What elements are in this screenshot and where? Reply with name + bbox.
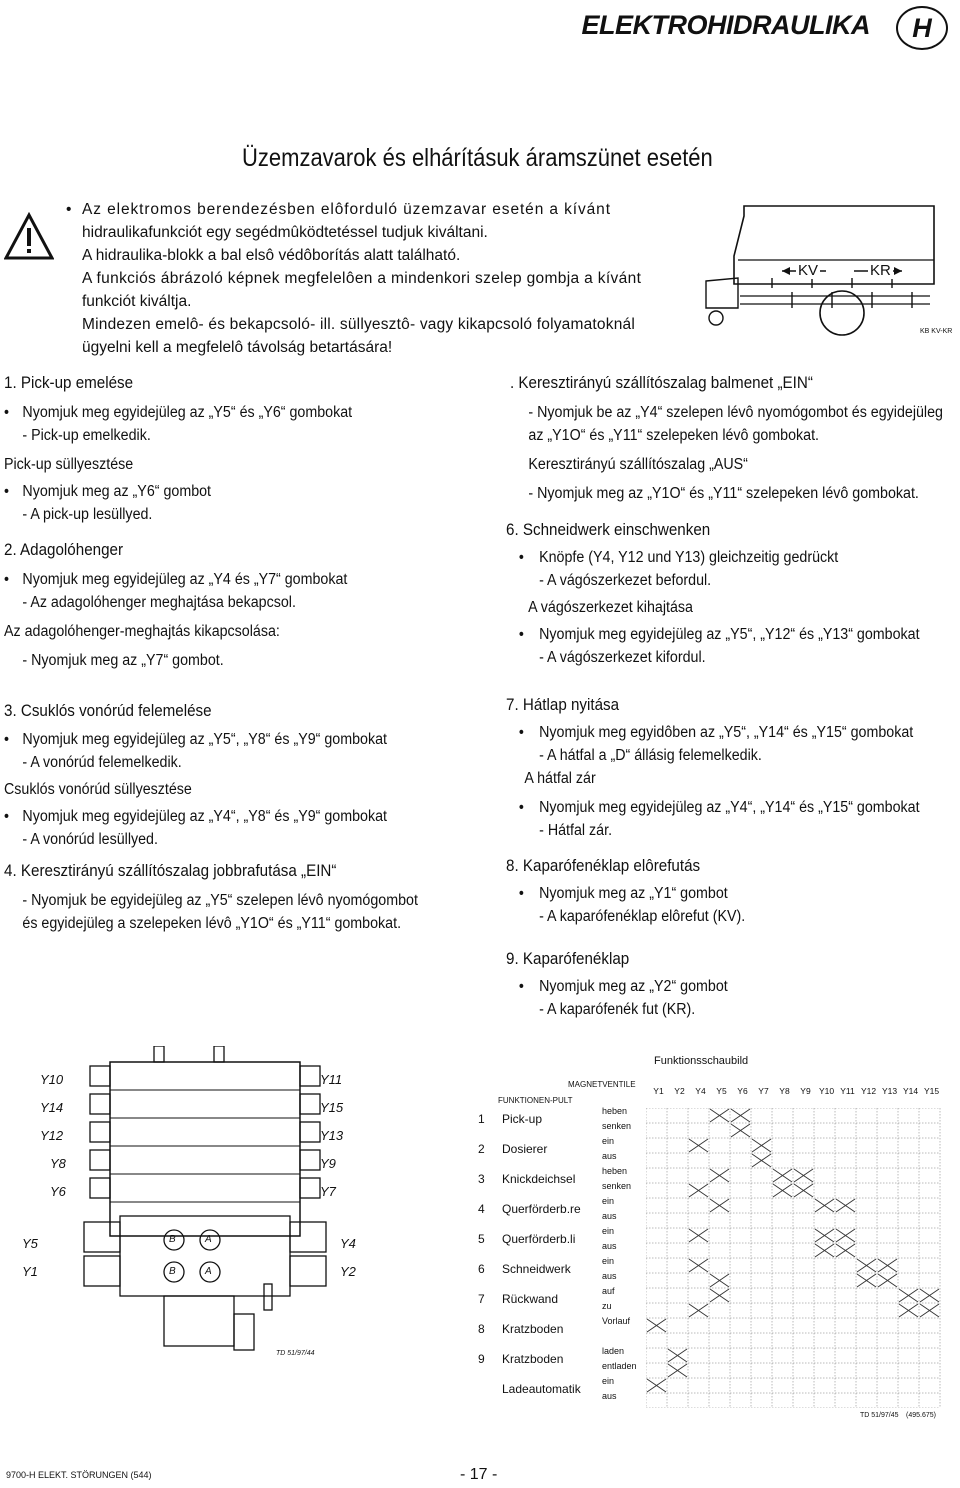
valve-column-header: Y13: [881, 1086, 898, 1096]
instruction: - Pick-up emelkedik.: [22, 427, 151, 444]
knob-label: A: [205, 1266, 212, 1277]
panel-label: FUNKTIONEN-PULT: [498, 1096, 573, 1105]
function-state: ein: [602, 1136, 615, 1146]
function-name: Ladeautomatik: [502, 1382, 581, 1396]
function-number: 2: [478, 1142, 485, 1156]
kr-label: KR: [870, 262, 891, 279]
function-state: aus: [602, 1391, 617, 1401]
section-title: 1. Pick-up emelése: [4, 374, 134, 392]
table-stamp: TD 51/97/45: [860, 1412, 899, 1419]
function-state: aus: [602, 1271, 617, 1281]
intro-line: hidraulikafunkciót egy segédmûködtetéssel tudjuk kiváltani.: [82, 224, 488, 241]
diagram-caption: KB KV-KR: [920, 328, 953, 335]
instruction: - A vágószerkezet kifordul.: [539, 649, 706, 666]
subheading: A hátfal zár: [524, 770, 596, 787]
function-state: aus: [602, 1241, 617, 1251]
active-valve-mark: [647, 1379, 666, 1392]
subheading: Csuklós vonórúd süllyesztése: [4, 781, 192, 798]
valve-column-header: Y1: [653, 1086, 664, 1096]
valve-label: Y14: [40, 1100, 64, 1115]
instruction: - Hátfal zár.: [539, 822, 613, 839]
function-number: 8: [478, 1322, 485, 1336]
bullet: •: [518, 549, 524, 566]
active-valve-mark: [836, 1229, 855, 1242]
section-title: 3. Csuklós vonórúd felemelése: [4, 702, 212, 720]
instruction: - Nyomjuk be az „Y4“ szelepen lévô nyomógombot és egyidejüleg: [528, 404, 943, 421]
instruction: Nyomjuk meg az „Y2“ gombot: [539, 978, 728, 995]
function-name: Knickdeichsel: [502, 1172, 576, 1186]
instruction: Nyomjuk meg az „Y6“ gombot: [22, 483, 212, 500]
valve-label: Y15: [320, 1100, 344, 1115]
function-name: Dosierer: [502, 1142, 548, 1156]
knob-label: B: [169, 1234, 176, 1245]
intro-notes: [66, 198, 672, 359]
intro-line: funkciót kiváltja.: [82, 293, 192, 310]
section-title: 8. Kaparófenéklap elôrefutás: [506, 857, 701, 875]
active-valve-mark: [773, 1184, 792, 1197]
instruction: - A vonórúd felemelkedik.: [22, 754, 182, 771]
bullet: •: [4, 571, 10, 588]
instruction: - Az adagolóhenger meghajtása bekapcsol.: [22, 594, 296, 611]
function-state: heben: [602, 1166, 628, 1176]
active-valve-mark: [731, 1109, 750, 1122]
active-valve-mark: [794, 1169, 813, 1182]
section-8: [506, 855, 745, 928]
section-title: 9. Kaparófenéklap: [506, 950, 630, 968]
function-state: auf: [602, 1286, 615, 1296]
section-title: 4. Keresztirányú szállítószalag jobbrafutása „EIN“: [4, 862, 337, 880]
bullet: •: [4, 808, 10, 825]
table-stamp-2: (495.675): [906, 1412, 936, 1419]
active-valve-mark: [857, 1259, 876, 1272]
bullet: •: [518, 799, 524, 816]
intro-line: ügyelni kell a megfelelô távolság betartására!: [82, 339, 393, 356]
bullet: •: [4, 483, 10, 500]
instruction: Knöpfe (Y4, Y12 und Y13) gleichzeitig gedrückt: [539, 549, 839, 566]
active-valve-mark: [710, 1199, 729, 1212]
instruction: - Nyomjuk meg az „Y1O“ és „Y11“ szelepeken lévô gombokat.: [528, 485, 919, 502]
valve-label: Y8: [50, 1156, 66, 1171]
section-9: [506, 948, 728, 1021]
function-grid: [646, 1108, 946, 1408]
active-valve-mark: [731, 1124, 750, 1137]
instruction: Nyomjuk meg egyidejüleg az „Y4“, „Y14“ és „Y15“ gombokat: [539, 799, 920, 816]
function-state: senken: [602, 1181, 632, 1191]
instruction: Nyomjuk meg egyidejüleg az „Y5“, „Y8“ és „Y9“ gombokat: [22, 731, 387, 748]
function-state: senken: [602, 1121, 632, 1131]
active-valve-mark: [794, 1184, 813, 1197]
instruction: és egyidejüleg a szelepeken lévô „Y1O“ és „Y11“ gombokat.: [22, 915, 402, 932]
function-table-title: Funktionsschaubild: [654, 1055, 749, 1067]
kv-label: KV: [798, 262, 819, 279]
active-valve-mark: [689, 1259, 708, 1272]
active-valve-mark: [836, 1199, 855, 1212]
active-valve-mark: [878, 1259, 897, 1272]
instruction: Nyomjuk meg az „Y1“ gombot: [539, 885, 728, 902]
function-name: Querförderb.re: [502, 1202, 581, 1216]
function-state: ein: [602, 1196, 615, 1206]
valve-column-header: Y8: [779, 1086, 790, 1096]
footer-doc-ref: 9700-H ELEKT. STÖRUNGEN (544): [6, 1470, 152, 1480]
active-valve-mark: [815, 1199, 834, 1212]
section-title: . Keresztirányú szállítószalag balmenet „EIN“: [510, 374, 813, 392]
subheading: A vágószerkezet kihajtása: [528, 599, 693, 616]
page-title: Üzemzavarok és elhárításuk áramszünet esetén: [242, 144, 713, 172]
function-state: aus: [602, 1211, 617, 1221]
active-valve-mark: [773, 1169, 792, 1182]
subheading: Az adagolóhenger-meghajtás kikapcsolása:: [4, 623, 280, 640]
function-name: Rückwand: [502, 1292, 559, 1306]
function-name: Schneidwerk: [502, 1262, 571, 1276]
function-state: aus: [602, 1151, 617, 1161]
valve-label: Y1: [22, 1264, 38, 1279]
valve-label: Y9: [320, 1156, 336, 1171]
active-valve-mark: [815, 1229, 834, 1242]
active-valve-mark: [668, 1349, 687, 1362]
valve-column-header: Y9: [800, 1086, 811, 1096]
active-valve-mark: [857, 1274, 876, 1287]
active-valve-mark: [878, 1274, 897, 1287]
function-name: Pick-up: [502, 1112, 543, 1126]
magnet-label: MAGNETVENTILE: [568, 1080, 636, 1089]
instruction: Nyomjuk meg egyidôben az „Y5“, „Y14“ és „Y15“ gombokat: [539, 724, 914, 741]
active-valve-mark: [920, 1304, 939, 1317]
instruction: - A pick-up lesüllyed.: [22, 506, 153, 523]
valve-label: Y5: [22, 1236, 38, 1251]
bullet: •: [518, 885, 524, 902]
bullet: •: [66, 201, 72, 218]
active-valve-mark: [689, 1184, 708, 1197]
instruction: - A kaparófenék fut (KR).: [539, 1001, 696, 1018]
valve-column-header: Y11: [840, 1086, 855, 1096]
function-state: Vorlauf: [602, 1316, 631, 1326]
bullet: •: [4, 731, 10, 748]
function-name: Querförderb.li: [502, 1232, 576, 1246]
instruction: - A vonórúd lesüllyed.: [22, 831, 158, 848]
valve-column-header: Y10: [818, 1086, 835, 1096]
intro-line: Az elektromos berendezésben elôforduló üzemzavar esetén a kívánt: [82, 201, 611, 218]
valve-label: Y2: [340, 1264, 356, 1279]
valve-column-header: Y5: [716, 1086, 727, 1096]
function-number: 3: [478, 1172, 485, 1186]
instruction: - A hátfal a „D“ állásig felemelkedik.: [539, 747, 762, 764]
valve-column-header: Y7: [758, 1086, 769, 1096]
active-valve-mark: [899, 1304, 918, 1317]
bullet: •: [518, 626, 524, 643]
instruction: Nyomjuk meg egyidejüleg az „Y4“, „Y8“ és „Y9“ gombokat: [22, 808, 387, 825]
subheading: Keresztirányú szállítószalag „AUS“: [528, 456, 748, 473]
function-state: ein: [602, 1256, 615, 1266]
function-name: Kratzboden: [502, 1322, 564, 1336]
valve-column-header: Y4: [695, 1086, 706, 1096]
valve-label: Y13: [320, 1128, 344, 1143]
instruction: - Nyomjuk be egyidejüleg az „Y5“ szelepen lévô nyomógombot: [22, 892, 418, 909]
active-valve-mark: [710, 1109, 729, 1122]
subheading: Pick-up süllyesztése: [4, 456, 134, 473]
intro-line: A funkciós ábrázoló képnek megfelelôen a mindenkori szelep gombja a kívánt: [82, 270, 642, 287]
page-number: - 17 -: [460, 1466, 498, 1483]
section-1: [4, 372, 352, 526]
bullet: •: [4, 404, 10, 421]
baler-diagram: [694, 196, 956, 346]
valve-block-diagram: [14, 1046, 384, 1376]
valve-column-header: Y14: [902, 1086, 919, 1096]
valve-label: Y10: [40, 1072, 64, 1087]
warning-icon: [4, 212, 54, 262]
valve-label: Y11: [320, 1072, 343, 1087]
section-3: [4, 700, 387, 851]
instruction: - A vágószerkezet befordul.: [539, 572, 712, 589]
function-number: 9: [478, 1352, 485, 1366]
section-title: 2. Adagolóhenger: [4, 541, 124, 559]
section-4: [4, 860, 418, 935]
function-state: laden: [602, 1346, 625, 1356]
active-valve-mark: [689, 1304, 708, 1317]
active-valve-mark: [689, 1229, 708, 1242]
instruction: - Nyomjuk meg az „Y7“ gombot.: [22, 652, 224, 669]
valve-header-row: [648, 1086, 942, 1096]
section-title: 7. Hátlap nyitása: [506, 696, 620, 714]
function-state: heben: [602, 1106, 628, 1116]
active-valve-mark: [752, 1154, 771, 1167]
section-5: [510, 372, 943, 505]
instruction: Nyomjuk meg egyidejüleg az „Y5“, „Y12“ és „Y13“ gombokat: [539, 626, 920, 643]
active-valve-mark: [836, 1244, 855, 1257]
knob-label: B: [169, 1266, 176, 1277]
function-state: ein: [602, 1226, 615, 1236]
function-state: zu: [602, 1301, 612, 1311]
function-number: 1: [478, 1112, 485, 1126]
bullet: •: [518, 978, 524, 995]
active-valve-mark: [710, 1274, 729, 1287]
active-valve-mark: [815, 1244, 834, 1257]
active-valve-mark: [647, 1319, 666, 1332]
drawing-stamp: TD 51/97/44: [276, 1350, 315, 1357]
section-7: [506, 694, 920, 842]
valve-column-header: Y2: [674, 1086, 685, 1096]
instruction: Nyomjuk meg egyidejüleg az „Y5“ és „Y6“ gombokat: [22, 404, 353, 421]
section-letter-badge: H: [896, 6, 948, 50]
function-name: Kratzboden: [502, 1352, 564, 1366]
active-valve-mark: [689, 1139, 708, 1152]
valve-label: Y6: [50, 1184, 66, 1199]
function-number: 4: [478, 1202, 485, 1216]
intro-line: A hidraulika-blokk a bal elsô védôborítás alatt található.: [82, 247, 461, 264]
valve-label: Y4: [340, 1236, 356, 1251]
active-valve-mark: [752, 1139, 771, 1152]
active-valve-mark: [920, 1289, 939, 1302]
valve-column-header: Y12: [860, 1086, 877, 1096]
active-valve-mark: [668, 1364, 687, 1377]
section-2: [4, 539, 347, 672]
instruction: az „Y1O“ és „Y11“ szelepeken lévô gombokat.: [528, 427, 820, 444]
active-valve-mark: [899, 1289, 918, 1302]
valve-label: Y7: [320, 1184, 336, 1199]
instruction: - A kaparófenéklap elôrefut (KV).: [539, 908, 746, 925]
knob-label: A: [205, 1234, 212, 1245]
active-valve-mark: [710, 1169, 729, 1182]
function-state: entladen: [602, 1361, 637, 1371]
bullet: •: [518, 724, 524, 741]
instruction: Nyomjuk meg egyidejüleg az „Y4 és „Y7“ gombokat: [22, 571, 348, 588]
intro-line: Mindezen emelô- és bekapcsoló- ill. süllyesztô- vagy kikapcsoló folyamatoknál: [82, 316, 635, 333]
valve-column-header: Y6: [737, 1086, 748, 1096]
active-valve-mark: [710, 1289, 729, 1302]
header-title: ELEKTROHIDRAULIKA: [581, 10, 870, 40]
valve-column-header: Y15: [923, 1086, 940, 1096]
section-6: [506, 519, 920, 669]
function-state: ein: [602, 1376, 615, 1386]
section-title: 6. Schneidwerk einschwenken: [506, 521, 711, 539]
valve-label: Y12: [40, 1128, 64, 1143]
function-number: 5: [478, 1232, 485, 1246]
function-number: 7: [478, 1292, 485, 1306]
function-number: 6: [478, 1262, 485, 1276]
